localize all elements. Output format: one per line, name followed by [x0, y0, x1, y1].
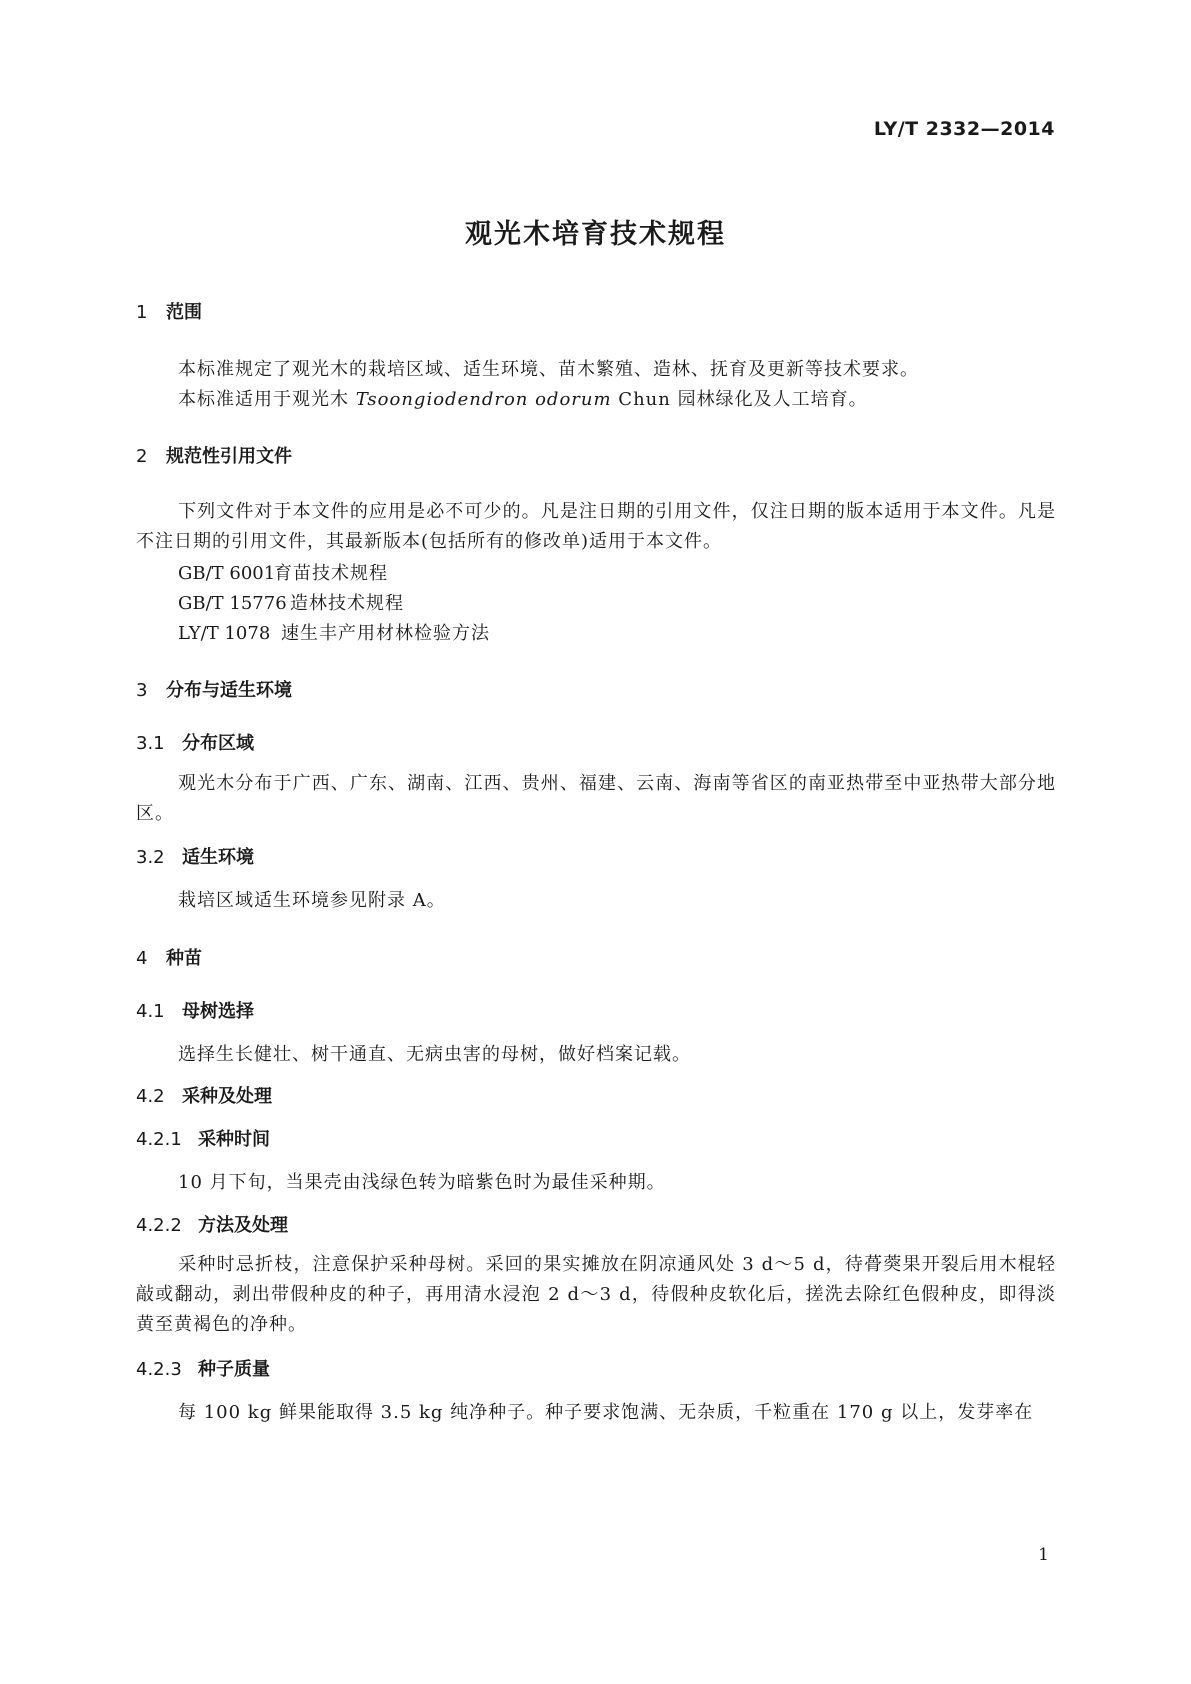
section-title: 采种及处理 [182, 1086, 272, 1107]
section-title: 采种时间 [198, 1129, 270, 1150]
reference-name: 造林技术规程 [290, 593, 404, 614]
section-1-heading [136, 298, 202, 324]
section-number: 4 [136, 948, 148, 969]
paragraph [136, 497, 1056, 557]
paragraph: 10 月下旬，当果壳由浅绿色转为暗紫色时为最佳采种期。 [178, 1172, 666, 1193]
section-number: 3 [136, 680, 148, 701]
paragraph: 每 100 kg 鲜果能取得 3.5 kg 纯净种子。种子要求饱满、无杂质，千粒重在 170 g 以上，发芽率在 [178, 1402, 1034, 1423]
subsection-4-2-2-heading [136, 1211, 288, 1237]
section-number: 3.1 [136, 733, 165, 754]
section-4-heading [136, 944, 202, 970]
subsection-3-2-heading [136, 843, 254, 869]
section-number: 4.2 [136, 1086, 165, 1107]
reference-item [178, 619, 490, 645]
paragraph [136, 769, 1056, 829]
reference-item [178, 589, 404, 615]
reference-name: 育苗技术规程 [274, 563, 388, 584]
section-number: 4.2.2 [136, 1215, 182, 1236]
reference-code: GB/T 15776 [178, 593, 287, 614]
paragraph: 本标准规定了观光木的栽培区域、适生环境、苗木繁殖、造林、抚育及更新等技术要求。 [178, 359, 919, 380]
section-title: 种子质量 [198, 1359, 270, 1380]
subsection-4-1-heading [136, 997, 254, 1023]
paragraph [136, 1250, 1056, 1340]
text-run: Chun 园林绿化及人工培育。 [618, 389, 868, 410]
document-title: 观光木培育技术规程 [465, 219, 726, 250]
reference-name: 速生丰产用材林检验方法 [281, 623, 490, 644]
section-title: 种苗 [166, 948, 202, 969]
standard-code: LY/T 2332—2014 [873, 118, 1055, 140]
section-number: 1 [136, 302, 148, 323]
section-title: 分布与适生环境 [166, 680, 292, 701]
paragraph: 选择生长健壮、树干通直、无病虫害的母树，做好档案记载。 [178, 1044, 691, 1065]
subsection-3-1-heading [136, 729, 254, 755]
section-title: 母树选择 [182, 1001, 254, 1022]
section-number: 4.1 [136, 1001, 165, 1022]
reference-code: LY/T 1078 [178, 623, 271, 644]
latin-species-name: Tsoongiodendron odorum [355, 389, 612, 410]
paragraph: 栽培区域适生环境参见附录 A。 [178, 890, 446, 911]
subsection-4-2-heading [136, 1082, 272, 1108]
section-title: 适生环境 [182, 847, 254, 868]
reference-code: GB/T 6001 [178, 563, 276, 584]
section-number: 3.2 [136, 847, 165, 868]
text-run: 观光木分布于广西、广东、湖南、江西、贵州、福建、云南、海南等省区的南亚热带至中亚热带大部分地区。 [136, 773, 1056, 824]
text-run: 下列文件对于本文件的应用是必不可少的。凡是注日期的引用文件，仅注日期的版本适用于本文件。凡是不注日期的引用文件，其最新版本(包括所有的修改单)适用于本文件。 [136, 501, 1056, 552]
text-run: 本标准适用于观光木 [178, 389, 349, 410]
section-title: 规范性引用文件 [166, 446, 292, 467]
section-3-heading [136, 676, 292, 702]
section-title: 方法及处理 [198, 1215, 288, 1236]
page-number: 1 [1038, 1545, 1049, 1565]
section-2-heading [136, 442, 292, 468]
paragraph [178, 385, 868, 411]
section-number: 4.2.3 [136, 1359, 182, 1380]
reference-item [178, 559, 388, 585]
section-title: 分布区域 [182, 733, 254, 754]
subsection-4-2-1-heading [136, 1125, 270, 1151]
section-number: 2 [136, 446, 148, 467]
section-number: 4.2.1 [136, 1129, 182, 1150]
section-title: 范围 [166, 302, 202, 323]
text-run: 采种时忌折枝，注意保护采种母树。采回的果实摊放在阴凉通风处 3 d～5 d，待蓇葖果开裂后用木棍轻敲或翻动，剥出带假种皮的种子，再用清水浸泡 2 d～3 d，待假种皮软化后，搓洗去除红色假种皮，即得淡黄至黄褐色的净种。 [136, 1254, 1056, 1335]
subsection-4-2-3-heading [136, 1355, 270, 1381]
